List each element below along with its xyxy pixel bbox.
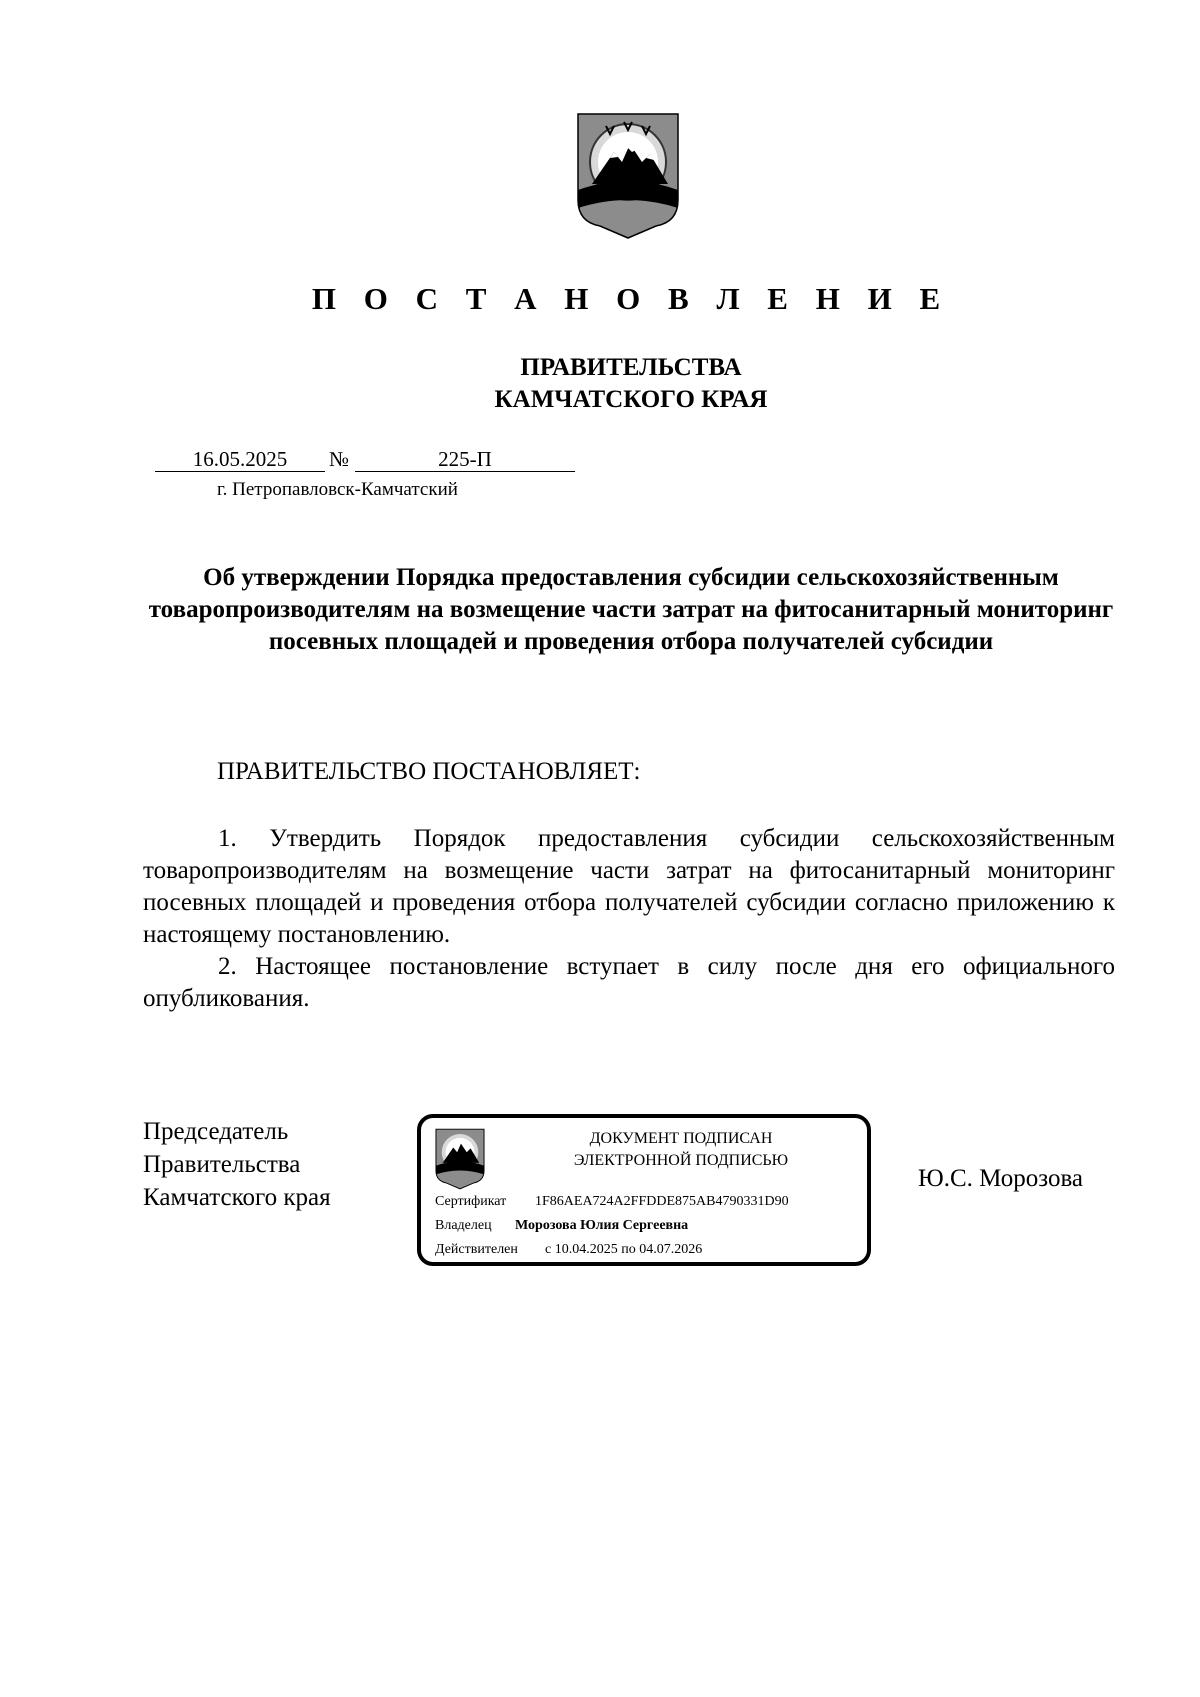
paragraph-2: 2. Настоящее постановление вступает в силу после дня его официального опубликования. <box>143 953 1115 1012</box>
place-of-issue: г. Петропавловск-Камчатский <box>217 479 458 500</box>
signer-position-line-2: Правительства <box>143 1151 301 1178</box>
document-type-title: П О С Т А Н О В Л Е Н И Е <box>311 281 951 316</box>
signer-position-line-1: Председатель <box>143 1118 289 1145</box>
stamp-title <box>501 1128 861 1172</box>
number-underline <box>355 471 575 472</box>
document-date: 16.05.2025 <box>192 447 288 471</box>
authority-line-1: ПРАВИТЕЛЬСТВА <box>520 354 742 381</box>
validity-value: с 10.04.2025 по 04.07.2026 <box>545 1242 703 1257</box>
signer-position <box>143 1115 331 1214</box>
stamp-certificate-row <box>435 1194 789 1210</box>
stamp-title-line-2: ЭЛЕКТРОННОЙ ПОДПИСЬЮ <box>573 1152 789 1169</box>
preamble: ПРАВИТЕЛЬСТВО ПОСТАНОВЛЯЕТ: <box>217 758 641 785</box>
document-subject: Об утверждении Порядка предоставления субсидии сельскохозяйственным товаропроизводителям на возмещение части затрат на фитосанитарный мониторинг посевных площадей и проведения отбора получателей субсидии <box>148 564 1114 655</box>
registration-line <box>155 447 575 475</box>
stamp-owner-row <box>435 1218 688 1234</box>
certificate-label: Сертификат <box>435 1194 507 1209</box>
electronic-signature-stamp <box>417 1114 871 1266</box>
date-underline <box>155 471 325 472</box>
signer-position-line-3: Камчатского края <box>143 1184 331 1211</box>
owner-value: Морозова Юлия Сергеевна <box>515 1218 689 1233</box>
number-sign: № <box>329 447 350 471</box>
authority-line-2: КАМЧАТСКОГО КРАЯ <box>494 386 768 413</box>
validity-label: Действителен <box>435 1242 518 1257</box>
stamp-coat-of-arms-icon <box>435 1128 485 1190</box>
stamp-title-line-1: ДОКУМЕНТ ПОДПИСАН <box>589 1130 773 1147</box>
signer-name: Ю.С. Морозова <box>918 1165 1084 1192</box>
owner-label: Владелец <box>435 1218 492 1233</box>
document-number: 225-П <box>438 447 492 471</box>
paragraph-1: 1. Утвердить Порядок предоставления субсидии сельскохозяйственным товаропроизводителям на возмещение части затрат на фитосанитарный мониторинг посевных площадей и проведения отбора получателей субсидии согласно приложению к настоящему постановлению. <box>143 825 1115 948</box>
issuing-authority <box>0 352 1200 416</box>
certificate-value: 1F86AEA724A2FFDDE875AB4790331D90 <box>535 1194 789 1209</box>
stamp-validity-row <box>435 1242 702 1258</box>
kamchatka-coat-of-arms-icon <box>576 112 680 240</box>
